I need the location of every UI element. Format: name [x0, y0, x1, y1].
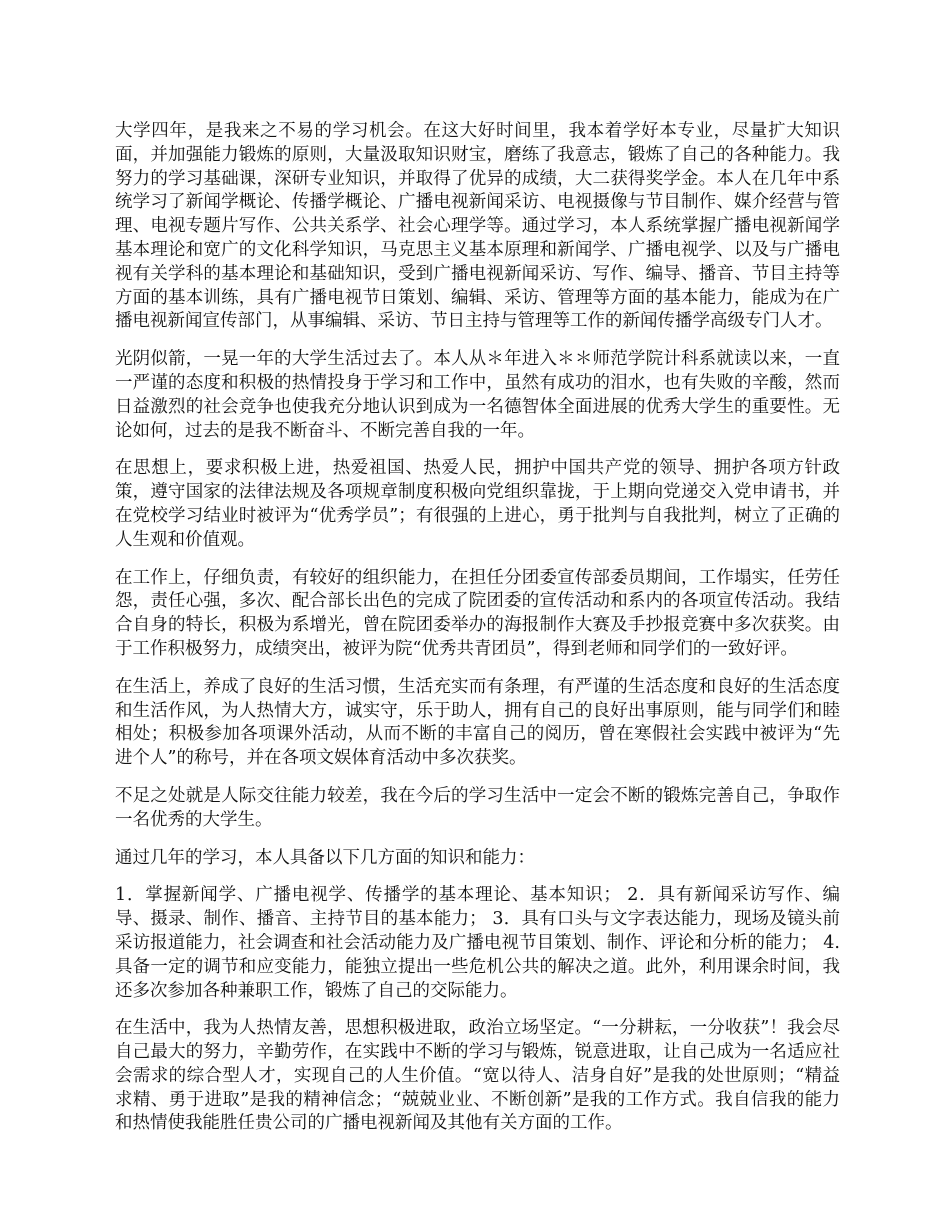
paragraph-abilities-intro: 通过几年的学习，本人具备以下几方面的知识和能力：	[115, 847, 535, 868]
paragraph-shortcomings: 不足之处就是人际交往能力较差，我在今后的学习生活中一定会不断的锻炼完善自己，争取作一名优秀的大学生。	[115, 785, 840, 830]
paragraph-year-review: 光阴似箭，一晃一年的大学生活过去了。本人从＊年进入＊＊师范学院计科系就读以来，一直一严谨的态度和积极的热情投身于学习和工作中，虽然有成功的泪水，也有失败的辛酸，然而日益激烈的社会竞争也使我充分地认识到成为一名德智体全面进展的优秀大学生的重要性。无论如何，过去的是我不断奋斗、不断完善自我的一年。	[115, 349, 840, 441]
paragraph-abilities-list: 1．掌握新闻学、广播电视学、传播学的基本理论、基本知识； 2．具有新闻采访写作、编导、摄录、制作、播音、主持节目的基本能力； 3．具有口头与文字表达能力，现场及镜头前采访报道能力，社会调查和社会活动能力及广播电视节目策划、制作、评论和分析的能力； 4.具备一定的调节和应变能力，能独立提出一些危机公共的解决之道。此外，利用课余时间，我还多次参加各种兼职工作，锻炼了自己的交际能力。	[115, 885, 840, 1001]
paragraph-conclusion: 在生活中，我为人热情友善，思想积极进取，政治立场坚定。“一分耕耘，一分收获”！我会尽自己最大的努力，辛勤劳作，在实践中不断的学习与锻炼，锐意进取，让自己成为一名适应社会需求的综合型人才，实现自己的人生价值。“宽以待人、洁身自好”是我的处世原则；“精益求精、勇于进取”是我的精神信念；“兢兢业业、不断创新”是我的工作方式。我自信我的能力和热情使我能胜任贵公司的广播电视新闻及其他有关方面的工作。	[115, 1018, 840, 1134]
paragraph-ideology: 在思想上，要求积极上进，热爱祖国、热爱人民，拥护中国共产党的领导、拥护各项方针政策，遵守国家的法律法规及各项规章制度积极向党组织靠拢，于上期向党递交入党申请书，并在党校学习结业时被评为“优秀学员”；有很强的上进心，勇于批判与自我批判，树立了正确的人生观和价值观。	[115, 458, 840, 550]
document-body	[115, 120, 840, 1150]
paragraph-life: 在生活上，养成了良好的生活习惯，生活充实而有条理，有严谨的生活态度和良好的生活态度和生活作风，为人热情大方，诚实守，乐于助人，拥有自己的良好出事原则，能与同学们和睦相处；积极参加各项课外活动，从而不断的丰富自己的阅历，曾在寒假社会实践中被评为“先进个人”的称号，并在各项文娱体育活动中多次获奖。	[115, 676, 840, 769]
paragraph-study-overview: 大学四年，是我来之不易的学习机会。在这大好时间里，我本着学好本专业，尽量扩大知识面，并加强能力锻炼的原则，大量汲取知识财宝，磨练了我意志，锻炼了自己的各种能力。我努力的学习基础课，深研专业知识，并取得了优异的成绩，大二获得奖学金。本人在几年中系统学习了新闻学概论、传播学概论、广播电视新闻采访、电视摄像与节目制作、媒介经营与管理、电视专题片写作、公共关系学、社会心理学等。通过学习，本人系统掌握广播电视新闻学基本理论和宽广的文化科学知识，马克思主义基本原理和新闻学、广播电视学、以及与广播电视有关学科的基本理论和基础知识，受到广播电视新闻采访、写作、编导、播音、节目主持等方面的基本训练，具有广播电视节日策划、编辑、采访、管理等方面的基本能力，能成为在广播电视新闻宣传部门，从事编辑、采访、节日主持与管理等工作的新闻传播学高级专门人才。	[115, 121, 840, 332]
paragraph-work: 在工作上，仔细负责，有较好的组织能力，在担任分团委宣传部委员期间，工作塌实，任劳任怨，责任心强，多次、配合部长出色的完成了院团委的宣传活动和系内的各项宣传活动。我结合自身的特长，积极为系增光，曾在院团委举办的海报制作大赛及手抄报竞赛中多次获奖。由于工作积极努力，成绩突出，被评为院“优秀共青团员”，得到老师和同学们的一致好评。	[115, 567, 840, 659]
